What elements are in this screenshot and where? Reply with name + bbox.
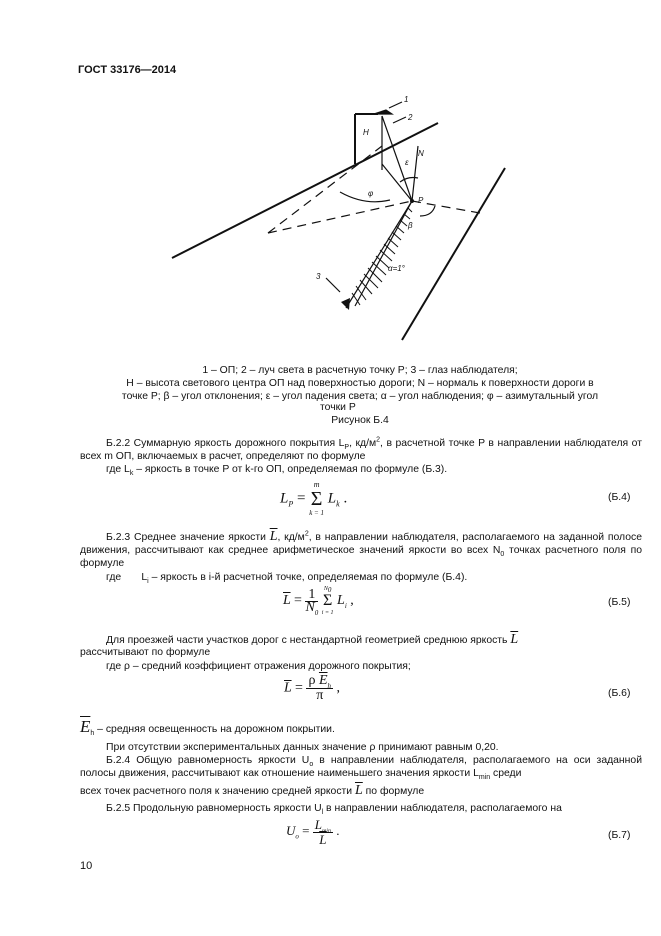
paragraph-noexp: При отсутствии экспериментальных данных значение ρ принимают равным 0,20. (106, 742, 499, 753)
label-phi: φ (368, 189, 374, 198)
label-h: H (363, 128, 369, 137)
paragraph-b23: Б.2.3 Среднее значение яркости $\overline{L}$, $кд/м^2$, в направлении наблюдателя, располагаемого на заданной полосе движения, рассчитывают как среднее арифметическое значений яркости во всех $N_0$ точках расчетного поля по формуле (80, 529, 642, 569)
label-alpha: α=1° (388, 264, 405, 273)
label-p: P (418, 196, 424, 205)
label-epsilon: ε (405, 158, 409, 167)
figure-b4-diagram (150, 88, 510, 348)
page-number: 10 (80, 860, 93, 872)
paragraph-eh: $\overline{E}_h$ – средняя освещенность на дорожном покрытии. (80, 717, 335, 738)
paragraph-b22: Б.2.2 Суммарную яркость дорожного покрытия $L_P$, $кд/м^2$, в расчетной точке P в направлении наблюдателя от всех m ОП, включаемых в расчет, определяют по формуле (80, 436, 642, 462)
paragraph-nonstd-2: рассчитывают по формуле (80, 647, 211, 658)
figure-title: Рисунок Б.4 (331, 415, 389, 426)
formula-b7: $U_o$ = $L_{min}$ $\overline{L}$ . (286, 817, 340, 847)
paragraph-b24-2: всех точек расчетного поля к значению средней яркости $\overline{L}$ по формуле (80, 783, 425, 798)
label-3: 3 (316, 272, 321, 281)
paragraph-nonstd: Для проезжей части участков дорог с нестандартной геометрией среднюю яркость $\overline{L}$ (106, 632, 519, 647)
label-n: N (418, 149, 424, 158)
formula-number-b5: (Б.5) (608, 597, 631, 608)
caption-line-4: точки P (320, 402, 356, 413)
paragraph-rho-where: где ρ – средний коэффициент отражения дорожного покрытия; (106, 661, 411, 672)
caption-line-3: точке P; β – угол отклонения; ε – угол падения света; α – угол наблюдения; φ – азимутальный угол (121, 391, 599, 402)
formula-number-b4: (Б.4) (608, 492, 631, 503)
formula-number-b7: (Б.7) (608, 830, 631, 841)
formula-b6: $\overline{L}$ = $\frac{\rho \overline{E}_h}{\pi}$ , (284, 673, 341, 703)
paragraph-b22-where: где $L_k$ – яркость в точке P от k-го ОП, определяемая по формуле (Б.3). (106, 464, 448, 478)
formula-b5: $\overline{L}$ = $\frac{1}{N_0}$ $N_0$ Σ i = 1 $L_i$ , (283, 586, 354, 617)
paragraph-b24: Б.2.4 Общую равномерность яркости $U_o$ в направлении наблюдателя, располагаемого на оси заданной полосы движения, рассчитывают как отношение наименьшего значения яркости $L_{min}$ среди (80, 755, 642, 782)
caption-line-2: H – высота светового центра ОП над поверхностью дороги; N – нормаль к поверхности дороги в (126, 378, 594, 389)
document-header: ГОСТ 33176—2014 (78, 64, 177, 76)
label-1: 1 (404, 95, 409, 104)
paragraph-b23-where: где $L_i$ – яркость в i-й расчетной точке, определяемая по формуле (Б.4). (106, 572, 468, 586)
formula-b4: $L_P$ = m Σ k = 1 $L_k$ . (280, 480, 348, 517)
paragraph-b25: Б.2.5 Продольную равномерность яркости $U_l$ в направлении наблюдателя, располагаемого на (106, 803, 562, 817)
caption-line-1: 1 – ОП; 2 – луч света в расчетную точку P; 3 – глаз наблюдателя; (202, 365, 518, 376)
label-2: 2 (408, 113, 413, 122)
label-beta: β (408, 221, 413, 230)
formula-number-b6: (Б.6) (608, 688, 631, 699)
